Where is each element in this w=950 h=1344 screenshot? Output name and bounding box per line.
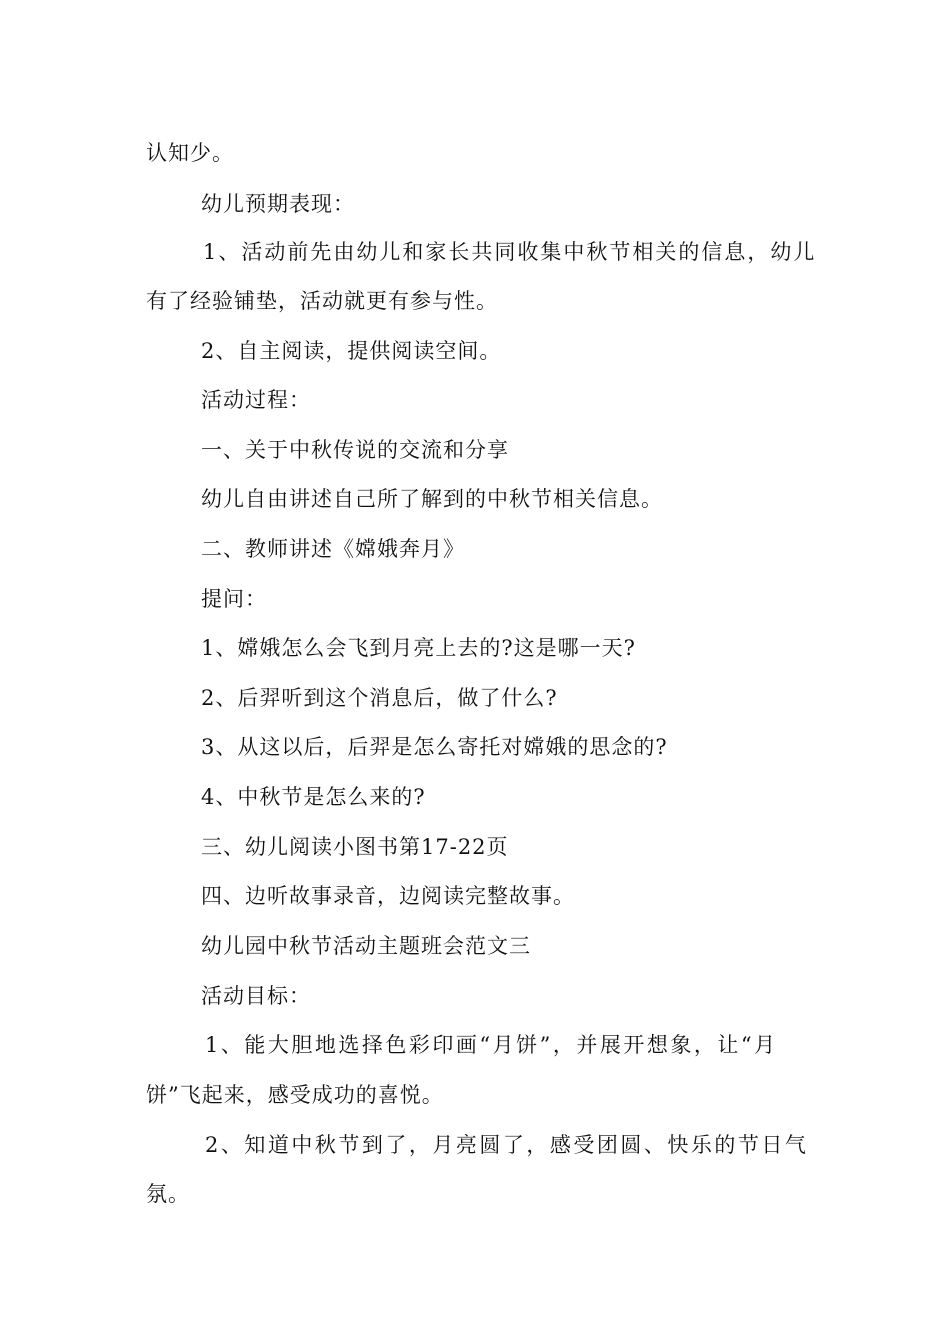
text-line: 3、从这以后，后羿是怎么寄托对嫦娥的思念的? (201, 735, 668, 759)
text-line: 四、边听故事录音，边阅读完整故事。 (201, 884, 575, 908)
text-line: 活动目标： (201, 984, 311, 1008)
text-line: 三、幼儿阅读小图书第17-22页 (201, 835, 509, 859)
text-line: 1、能大胆地选择色彩印画“月饼”，并展开想象，让“月 (205, 1033, 778, 1057)
text-line: 幼儿预期表现： (201, 192, 355, 216)
text-line: 幼儿自由讲述自己所了解到的中秋节相关信息。 (201, 487, 663, 511)
text-line: 2、知道中秋节到了，月亮圆了，感受团圆、快乐的节日气 (205, 1133, 809, 1157)
text-line: 2、自主阅读，提供阅读空间。 (201, 339, 502, 363)
text-line: 活动过程： (201, 388, 311, 412)
text-line: 认知少。 (146, 141, 234, 165)
text-line: 1、嫦娥怎么会飞到月亮上去的?这是哪一天? (201, 636, 636, 660)
text-line: 提问： (201, 587, 267, 611)
text-line: 1、活动前先由幼儿和家长共同收集中秋节相关的信息，幼儿 (203, 240, 817, 264)
text-line: 氛。 (146, 1182, 190, 1206)
text-line: 有了经验铺垫，活动就更有参与性。 (146, 289, 498, 313)
text-line: 一、关于中秋传说的交流和分享 (201, 438, 509, 462)
text-line: 幼儿园中秋节活动主题班会范文三 (201, 934, 531, 958)
text-line: 饼”飞起来，感受成功的喜悦。 (146, 1083, 444, 1107)
text-line: 4、中秋节是怎么来的? (201, 785, 426, 809)
text-line: 二、教师讲述《嫦娥奔月》 (201, 537, 465, 561)
text-line: 2、后羿听到这个消息后，做了什么? (201, 686, 558, 710)
